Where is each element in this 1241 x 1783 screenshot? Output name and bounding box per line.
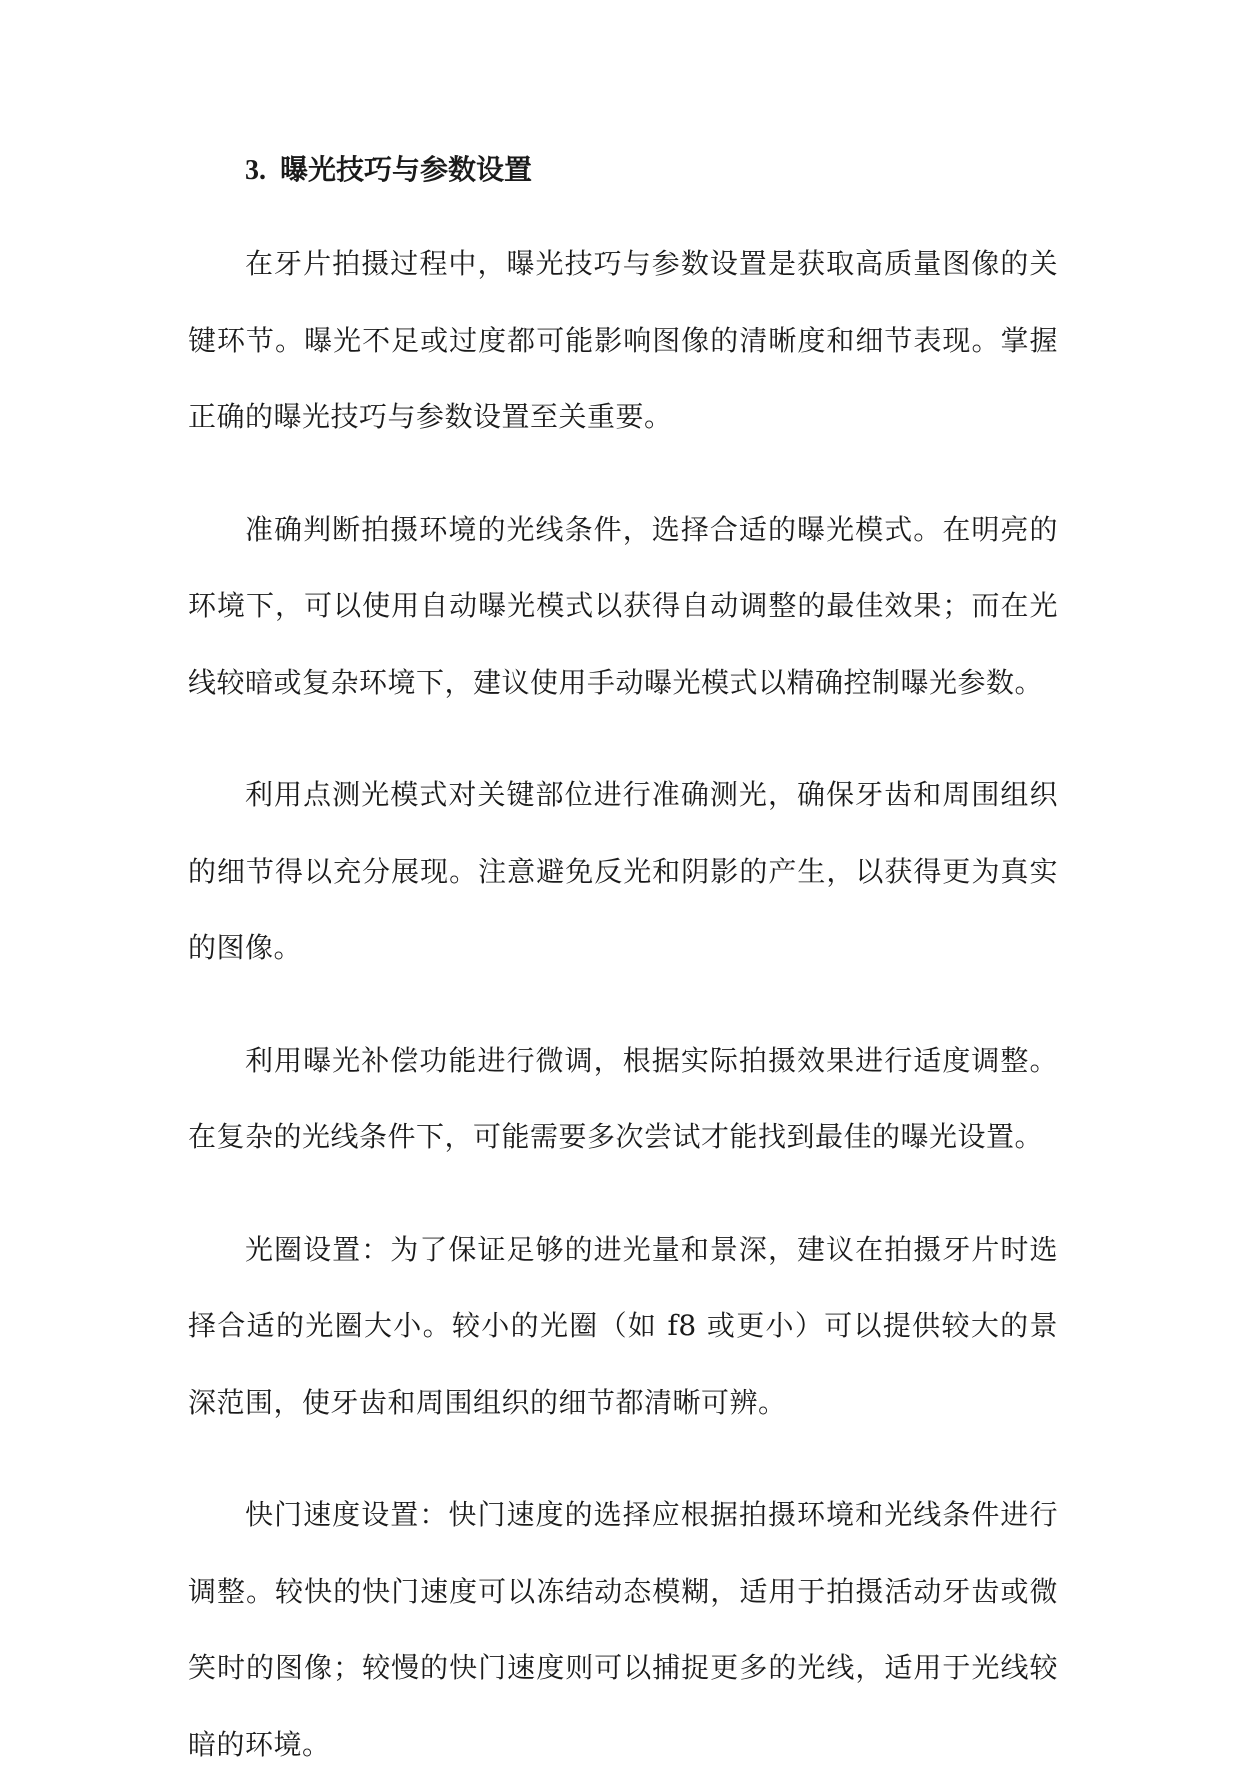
paragraph-exposure-mode: 准确判断拍摄环境的光线条件，选择合适的曝光模式。在明亮的环境下，可以使用自动曝光模式以获得自动调整的最佳效果；而在光线较暗或复杂环境下，建议使用手动曝光模式以精确控制曝光参数。	[188, 512, 1058, 699]
paragraph-intro: 在牙片拍摄过程中，曝光技巧与参数设置是获取高质量图像的关键环节。曝光不足或过度都可能影响图像的清晰度和细节表现。掌握正确的曝光技巧与参数设置至关重要。	[188, 247, 1058, 433]
section-number: 3.	[245, 155, 266, 186]
paragraph-spot-metering: 利用点测光模式对关键部位进行准确测光，确保牙齿和周围组织的细节得以充分展现。注意避免反光和阴影的产生，以获得更为真实的图像。	[188, 778, 1058, 964]
paragraph-exposure-compensation: 利用曝光补偿功能进行微调，根据实际拍摄效果进行适度调整。在复杂的光线条件下，可能需要多次尝试才能找到最佳的曝光设置。	[188, 1043, 1058, 1153]
page-content	[188, 150, 1058, 1783]
paragraph-shutter-speed: 快门速度设置：快门速度的选择应根据拍摄环境和光线条件进行调整。较快的快门速度可以冻结动态模糊，适用于拍摄活动牙齿或微笑时的图像；较慢的快门速度则可以捕捉更多的光线，适用于光线较暗的环境。	[188, 1498, 1058, 1761]
section-heading	[188, 150, 1058, 190]
paragraph-aperture: 光圈设置：为了保证足够的进光量和景深，建议在拍摄牙片时选择合适的光圈大小。较小的光圈（如 f8 或更小）可以提供较大的景深范围，使牙齿和周围组织的细节都清晰可辨。	[188, 1232, 1058, 1419]
section-title: 曝光技巧与参数设置	[280, 153, 533, 186]
